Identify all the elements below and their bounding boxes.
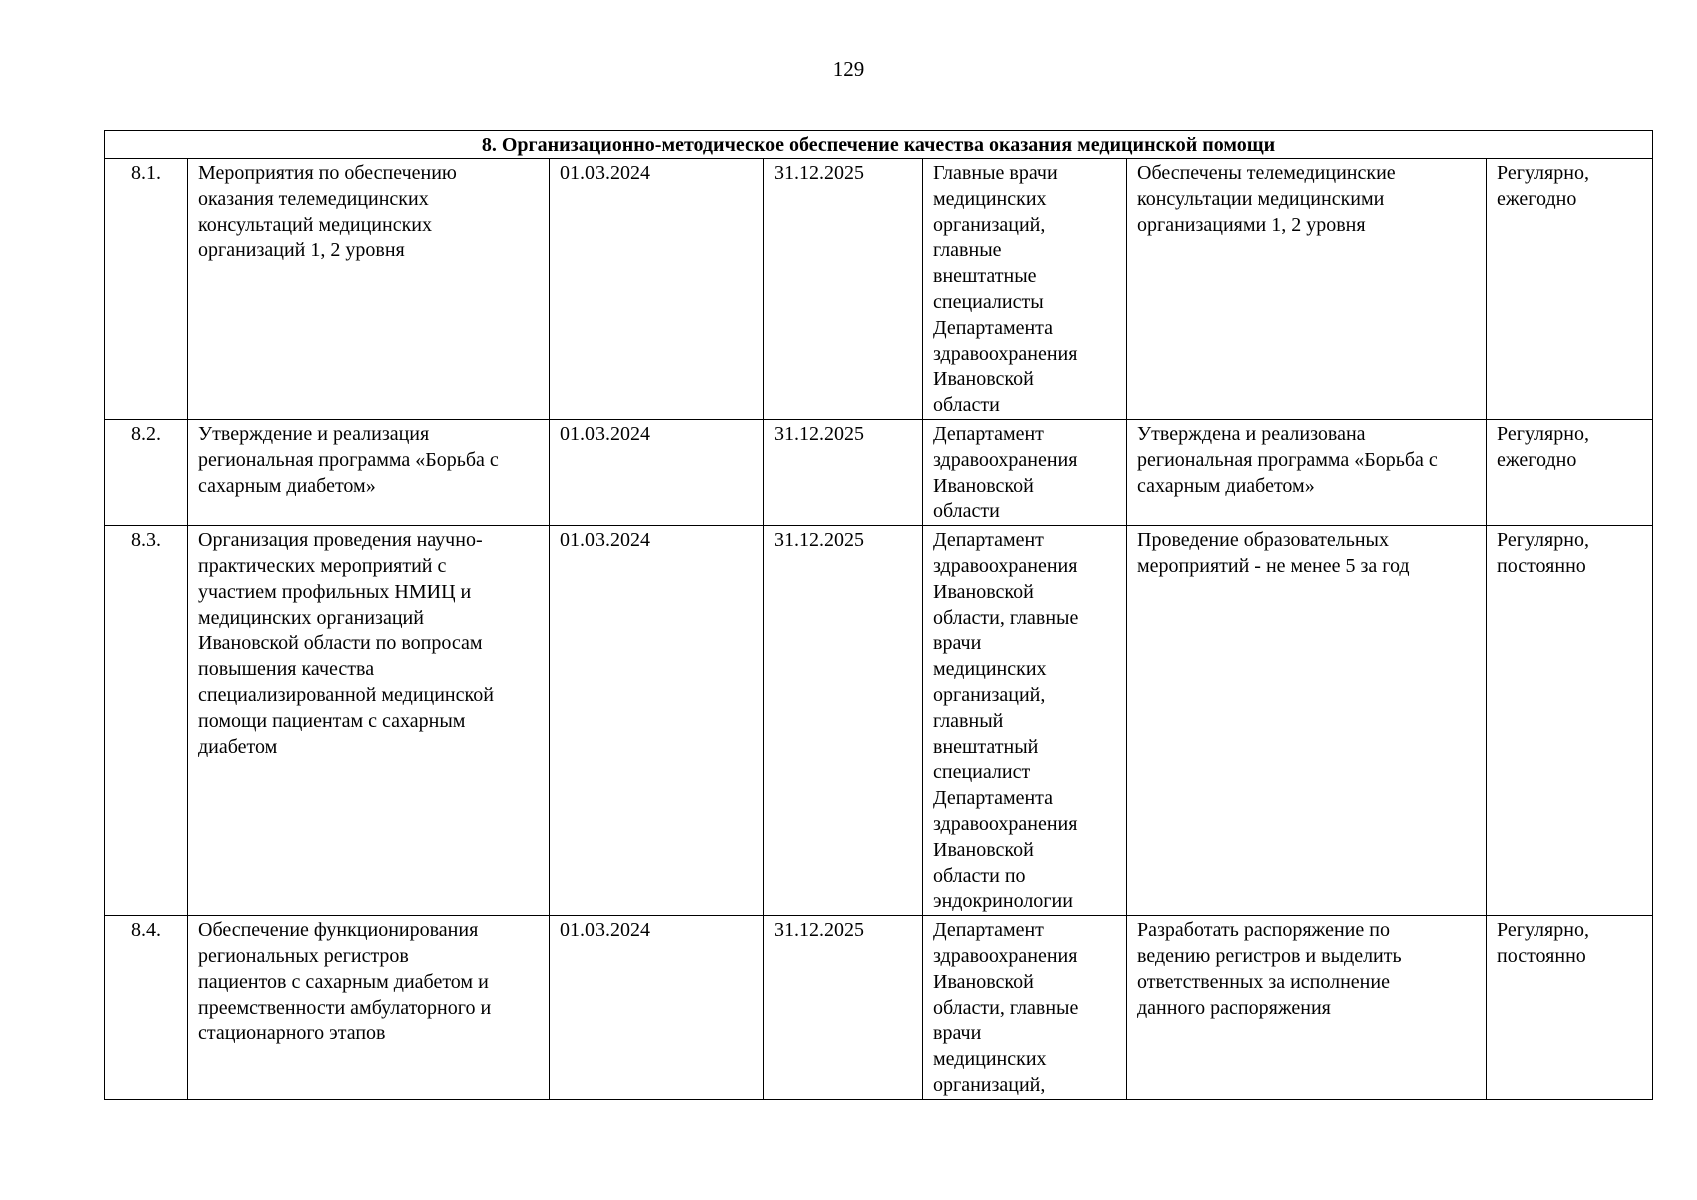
activity-plan-table — [104, 130, 1653, 1100]
responsible-cell — [923, 916, 1127, 1100]
row-number: 8.3. — [105, 526, 188, 916]
responsible-cell — [923, 159, 1127, 420]
end-date-cell: 31.12.2025 — [764, 526, 923, 916]
table-row — [105, 916, 1653, 1100]
section-title: 8. Организационно-методическое обеспечение качества оказания медицинской помощи — [105, 131, 1653, 159]
frequency-text: Регулярно, постоянно — [1497, 919, 1589, 967]
activity-text: Обеспечение функционирования региональных регистров пациентов с сахарным диабетом и преемственности амбулаторного и стационарного этапов — [198, 919, 492, 1045]
responsible-text: Департамент здравоохранения Ивановской области, главные врачи медицинских организаций, — [933, 919, 1079, 1096]
result-text: Проведение образовательных мероприятий - не менее 5 за год — [1137, 529, 1410, 577]
frequency-text: Регулярно, ежегодно — [1497, 162, 1589, 210]
frequency-cell — [1487, 419, 1653, 525]
frequency-cell — [1487, 159, 1653, 420]
responsible-cell — [923, 419, 1127, 525]
start-date-cell: 01.03.2024 — [550, 526, 764, 916]
result-text: Обеспечены телемедицинские консультации медицинскими организациями 1, 2 уровня — [1137, 162, 1396, 236]
responsible-text: Главные врачи медицинских организаций, главные внештатные специалисты Департамента здравоохранения Ивановской области — [933, 162, 1078, 417]
result-cell — [1127, 159, 1487, 420]
table-row — [105, 526, 1653, 916]
activity-text: Утверждение и реализация региональная программа «Борьба с сахарным диабетом» — [198, 422, 499, 497]
frequency-cell — [1487, 916, 1653, 1100]
end-date-cell: 31.12.2025 — [764, 916, 923, 1100]
start-date-cell: 01.03.2024 — [550, 916, 764, 1100]
table-row — [105, 159, 1653, 420]
responsible-text: Департамент здравоохранения Ивановской области, главные врачи медицинских организаций, главный внештатный специалист Департамента здравоохранения Ивановской области по эндокринологии — [933, 529, 1079, 913]
page-number: 129 — [832, 57, 865, 81]
frequency-text: Регулярно, постоянно — [1497, 529, 1589, 577]
activity-text: Организация проведения научно- практических мероприятий с участием профильных НМИЦ и медицинских организаций Ивановской области по вопросам повышения качества специализированной медицинской помощи пациентам с сахарным диабетом — [198, 529, 494, 758]
table-row — [105, 419, 1653, 525]
result-cell — [1127, 916, 1487, 1100]
end-date-cell: 31.12.2025 — [764, 159, 923, 420]
activity-cell — [188, 159, 550, 420]
activity-text: Мероприятия по обеспечению оказания телемедицинских консультаций медицинских организаций 1, 2 уровня — [198, 162, 457, 262]
section-header-row — [105, 131, 1653, 159]
frequency-cell — [1487, 526, 1653, 916]
activity-cell — [188, 526, 550, 916]
frequency-text: Регулярно, ежегодно — [1497, 422, 1589, 471]
start-date-cell: 01.03.2024 — [550, 159, 764, 420]
result-cell — [1127, 526, 1487, 916]
start-date-cell: 01.03.2024 — [550, 419, 764, 525]
result-text: Разработать распоряжение по ведению регистров и выделить ответственных за исполнение данного распоряжения — [1137, 919, 1402, 1019]
activity-cell — [188, 419, 550, 525]
row-number: 8.4. — [105, 916, 188, 1100]
row-number: 8.2. — [105, 419, 188, 525]
activity-cell — [188, 916, 550, 1100]
end-date-cell: 31.12.2025 — [764, 419, 923, 525]
responsible-cell — [923, 526, 1127, 916]
row-number: 8.1. — [105, 159, 188, 420]
result-cell — [1127, 419, 1487, 525]
responsible-text: Департамент здравоохранения Ивановской области — [933, 422, 1078, 523]
result-text: Утверждена и реализована региональная программа «Борьба с сахарным диабетом» — [1137, 422, 1438, 497]
